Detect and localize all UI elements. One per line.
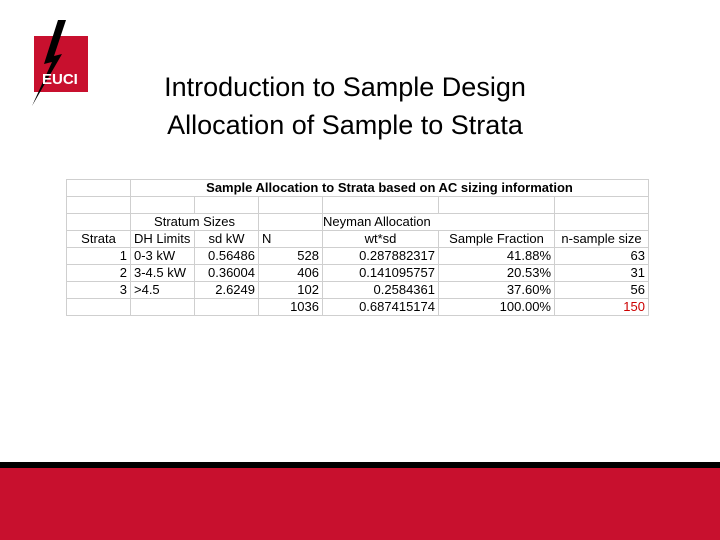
cell-sd-kw: 0.36004 [195,265,259,282]
table-cell [67,197,131,214]
total-sample-fraction: 100.00% [439,299,555,316]
table-cell [259,197,323,214]
slide-title-line2: Allocation of Sample to Strata [167,110,523,140]
slide-title-line1: Introduction to Sample Design [164,72,526,102]
strata-allocation-table [66,179,649,316]
table-cell [555,197,649,214]
header-sd-kw: sd kW [195,231,259,248]
total-n: 1036 [259,299,323,316]
cell-n: 528 [259,248,323,265]
table-cell [195,299,259,316]
cell-sd-kw: 0.56486 [195,248,259,265]
cell-n-sample-size: 56 [555,282,649,299]
table-header-row [67,231,649,248]
header-n-sample-size: n-sample size [555,231,649,248]
cell-sample-fraction: 37.60% [439,282,555,299]
cell-wt-sd: 0.287882317 [323,248,439,265]
cell-wt-sd: 0.141095757 [323,265,439,282]
group-header-stratum-sizes: Stratum Sizes [131,214,259,231]
header-dh-limits: DH Limits [131,231,195,248]
cell-strata: 3 [67,282,131,299]
cell-strata: 1 [67,248,131,265]
total-n-sample-size: 150 [555,299,649,316]
table-row [67,282,649,299]
header-strata: Strata [67,231,131,248]
cell-sample-fraction: 41.88% [439,248,555,265]
table-group-header-row [67,214,649,231]
table-totals-row [67,299,649,316]
table-row [67,248,649,265]
header-wt-sd: wt*sd [323,231,439,248]
cell-n-sample-size: 31 [555,265,649,282]
table-row [67,265,649,282]
cell-n-sample-size: 63 [555,248,649,265]
cell-sd-kw: 2.6249 [195,282,259,299]
table-cell [131,197,195,214]
table-blank-row [67,197,649,214]
table-title: Sample Allocation to Strata based on AC sizing information [131,180,649,197]
header-sample-fraction: Sample Fraction [439,231,555,248]
group-header-neyman-allocation: Neyman Allocation [323,214,555,231]
table-cell [439,197,555,214]
table-cell [259,214,323,231]
total-wt-sd: 0.687415174 [323,299,439,316]
cell-sample-fraction: 20.53% [439,265,555,282]
table-cell [131,299,195,316]
table-cell [67,180,131,197]
cell-dh-limits: >4.5 [131,282,195,299]
table-cell [67,299,131,316]
table-title-row [67,180,649,197]
footer-band [0,462,720,540]
table-cell [555,214,649,231]
cell-dh-limits: 0-3 kW [131,248,195,265]
cell-strata: 2 [67,265,131,282]
table-cell [323,197,439,214]
cell-dh-limits: 3-4.5 kW [131,265,195,282]
cell-n: 102 [259,282,323,299]
header-n: N [259,231,323,248]
table-cell [67,214,131,231]
table-cell [195,197,259,214]
euci-logo [28,20,90,106]
cell-n: 406 [259,265,323,282]
cell-wt-sd: 0.2584361 [323,282,439,299]
logo-text: EUCI [42,71,78,88]
